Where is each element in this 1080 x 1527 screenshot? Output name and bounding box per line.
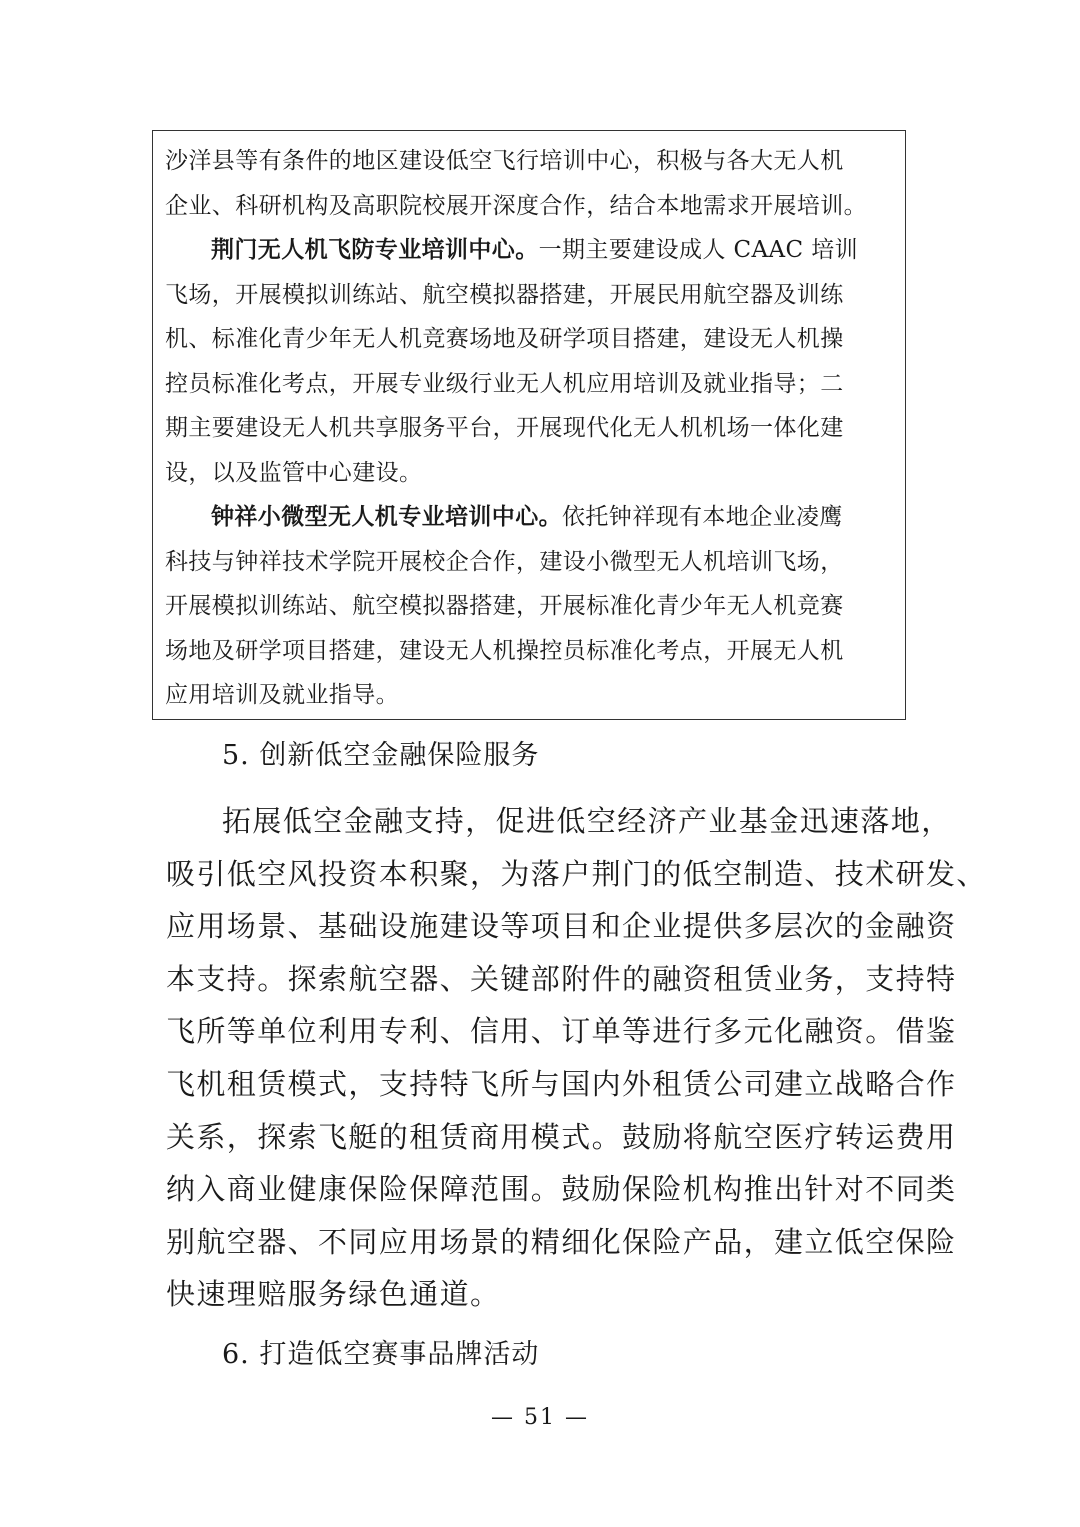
section-5-body <box>166 795 987 1321</box>
jingmen-center-title: 荆门无人机飞防专业培训中心。 <box>211 236 539 263</box>
box-line: 期主要建设无人机共享服务平台，开展现代化无人机机场一体化建 <box>165 415 844 441</box>
box-line: 设，以及监管中心建设。 <box>165 459 423 486</box>
paragraph-line: 拓展低空金融支持，促进低空经济产业基金迅速落地， <box>222 804 952 838</box>
jingmen-center-text: 一期主要建设成人 CAAC 培训 <box>538 237 859 263</box>
paragraph-line: 飞机租赁模式，支持特飞所与国内外租赁公司建立战略合作 <box>166 1066 957 1101</box>
box-line: 企业、科研机构及高职院校展开深度合作，结合本地需求开展培训。 <box>165 192 867 219</box>
paragraph-line: 别航空器、不同应用场景的精细化保险产品，建立低空保险 <box>166 1224 957 1259</box>
box-line: 机、标准化青少年无人机竞赛场地及研学项目搭建，建设无人机操 <box>165 326 844 352</box>
section-5-heading: 5. 创新低空金融保险服务 <box>222 740 540 771</box>
box-line: 沙洋县等有条件的地区建设低空飞行培训中心，积极与各大无人机 <box>165 148 844 174</box>
highlight-box <box>152 130 906 720</box>
paragraph-line: 应用场景、基础设施建设等项目和企业提供多层次的金融资 <box>166 909 957 944</box>
zhongxiang-center-title: 钟祥小微型无人机专业培训中心。 <box>211 503 562 530</box>
box-line: 场地及研学项目搭建，建设无人机操控员标准化考点，开展无人机 <box>165 637 844 664</box>
section-6-heading: 6. 打造低空赛事品牌活动 <box>222 1339 540 1370</box>
paragraph-line: 本支持。探索航空器、关键部附件的融资租赁业务，支持特 <box>166 961 957 996</box>
page-number: — 51 — <box>491 1405 589 1430</box>
paragraph-line: 吸引低空风投资本积聚，为落户荆门的低空制造、技术研发、 <box>166 856 987 891</box>
box-line: 开展模拟训练站、航空模拟器搭建，开展标准化青少年无人机竞赛 <box>165 593 844 619</box>
paragraph-line: 纳入商业健康保险保障范围。鼓励保险机构推出针对不同类 <box>166 1172 957 1207</box>
box-line: 应用培训及就业指导。 <box>165 682 399 708</box>
box-line: 控员标准化考点，开展专业级行业无人机应用培训及就业指导；二 <box>165 370 844 397</box>
paragraph-line: 快速理赔服务绿色通道。 <box>166 1277 501 1312</box>
box-line: 飞场，开展模拟训练站、航空模拟器搭建，开展民用航空器及训练 <box>165 281 844 308</box>
zhongxiang-center-text: 依托钟祥现有本地企业凌鹰 <box>562 504 843 530</box>
paragraph-line: 飞所等单位利用专利、信用、订单等进行多元化融资。借鉴 <box>166 1014 957 1049</box>
zhongxiang-center-first-line <box>165 495 895 540</box>
jingmen-center-first-line <box>165 228 895 273</box>
box-line: 科技与钟祥技术学院开展校企合作，建设小微型无人机培训飞场， <box>165 548 844 575</box>
paragraph-line: 关系，探索飞艇的租赁商用模式。鼓励将航空医疗转运费用 <box>166 1119 957 1154</box>
